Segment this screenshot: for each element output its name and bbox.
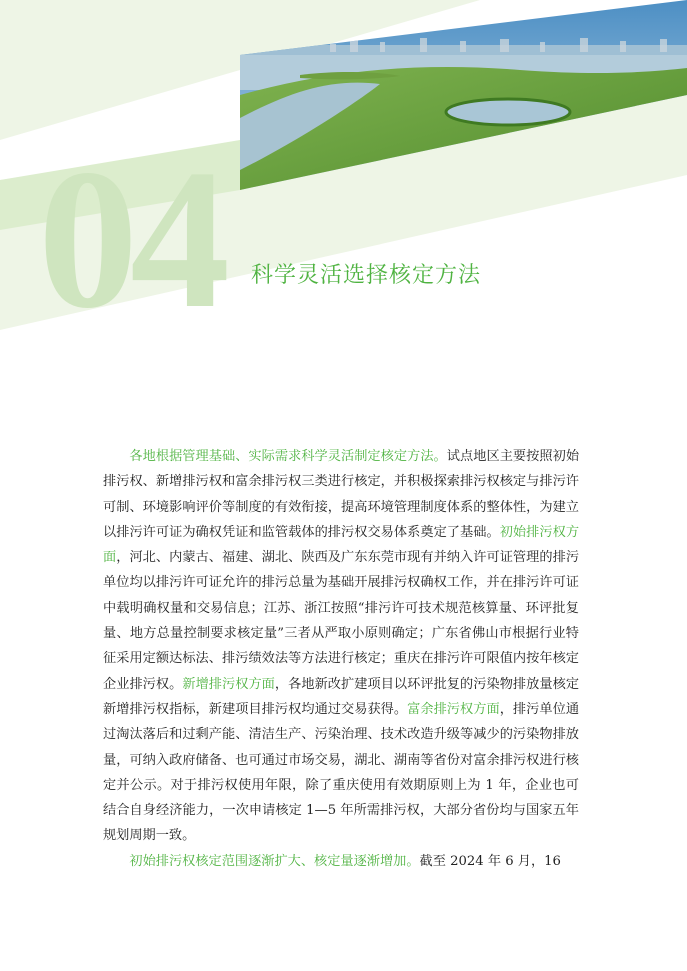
text-run: 试点地区主要按照初始排污权、新增排污权和富余排污权三类进行核定，并积极探索排污权核定与排污许可制、环境影响评价等制度的有效衔接，提高环境管理制度体系的整体性，为建立以排污许可证为确权凭证和监管载体的排污权交易体系奠定了基础。 xyxy=(103,449,580,540)
highlight-lead: 各地根据管理基础、实际需求科学灵活制定核定方法。 xyxy=(129,449,447,464)
chapter-number: 04 xyxy=(38,129,222,350)
text-run: ，各地新改扩建项目以环评批复的污染物排放量核定新增排污权指标，新建项目排污权均通过交易获得。 xyxy=(103,676,580,717)
paragraph xyxy=(103,444,579,849)
highlight-new-rights: 新增排污权方面 xyxy=(182,676,275,692)
body-text xyxy=(103,444,579,874)
text-run: ，排污单位通过淘汰落后和过剩产能、清洁生产、污染治理、技术改造升级等减少的污染物排放量，可纳入政府储备、也可通过市场交易，湖北、湖南等省份对富余排污权进行核定并公示。对于排污权使用年限，除了重庆使用有效期原则上为 1 年，企业也可结合自身经济能力，一次申请核定 1—5 年所需排污权，大部分省份均与国家五年规划周期一致。 xyxy=(103,701,580,844)
chapter-title: 科学灵活选择核定方法 xyxy=(251,263,482,288)
text-run: 截至 2024 年 6 月，16 xyxy=(419,853,561,869)
paragraph xyxy=(103,849,579,874)
text-run: ，河北、内蒙古、福建、湖北、陕西及广东东莞市现有并纳入许可证管理的排污单位均以排污许可证允许的排污总量为基础开展排污权确权工作，并在排污许可证中载明确权量和交易信息；江苏、浙江按照“排污许可技术规范核算量、环评批复量、地方总量控制要求核定量”三者从严取小原则确定；广东省佛山市根据行业特征采用定额达标法、排污绩效法等方法进行核定；重庆在排污许可限值内按年核定企业排污权。 xyxy=(103,550,580,692)
highlight-surplus-rights: 富余排污权方面 xyxy=(407,701,500,717)
highlight-initial-rights: 初始排污权方面 xyxy=(103,524,580,566)
highlight-lead: 初始排污权核定范围逐渐扩大、核定量逐渐增加。 xyxy=(129,853,420,869)
